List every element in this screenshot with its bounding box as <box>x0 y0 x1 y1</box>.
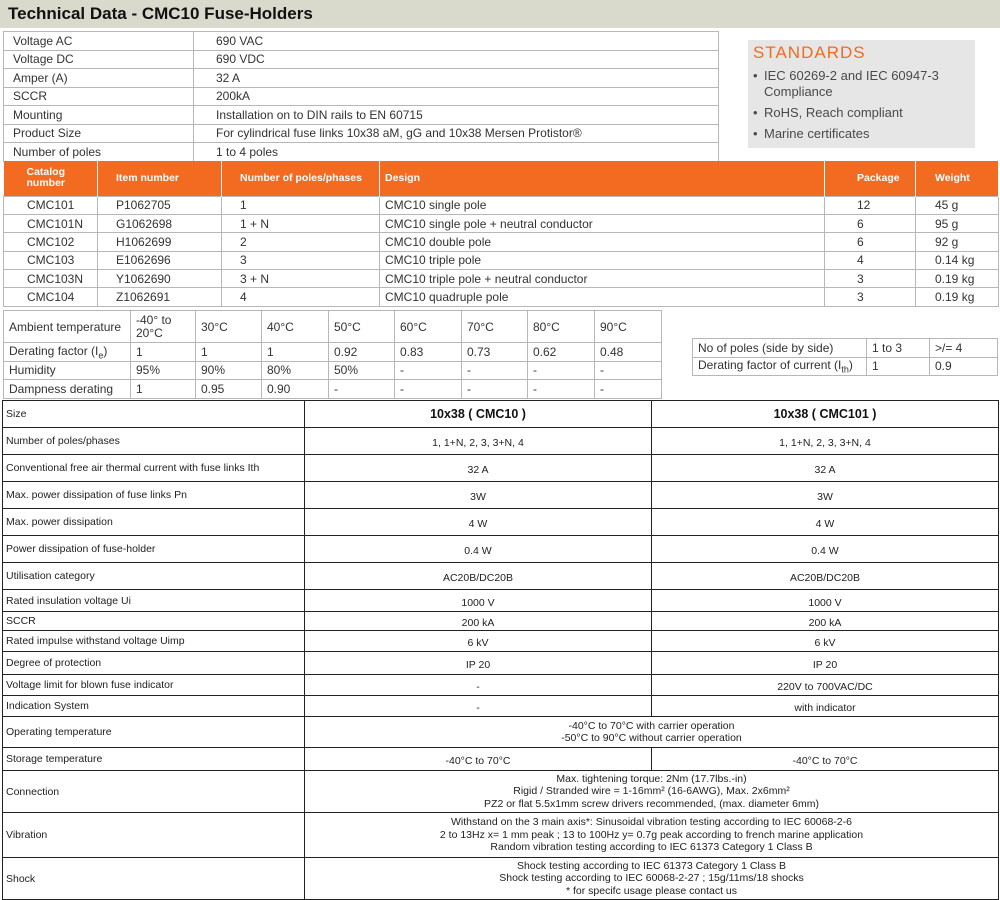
dampness-cell: - <box>528 380 595 399</box>
package-cell: 12 <box>825 196 916 214</box>
standards-title: STANDARDS <box>753 43 866 62</box>
standards-item: • Marine certificates <box>753 126 975 142</box>
col-header-package: Package <box>825 161 916 196</box>
poles-cell: 3 + N <box>222 270 380 288</box>
col-header-catalog-number: Catalog number <box>4 161 98 196</box>
col-header-poles: Number of poles/phases <box>222 161 380 196</box>
tech-label: Rated insulation voltage Ui <box>3 590 305 612</box>
ambient-row <box>4 311 662 343</box>
title-bar <box>0 0 1000 28</box>
ambient-label: Ambient temperature <box>4 311 131 343</box>
vibration-row <box>3 813 999 858</box>
standards-item: • IEC 60269-2 and IEC 60947-3 Compliance <box>753 68 975 100</box>
col-header-weight: Weight <box>916 161 999 196</box>
catalog-number-cell: CMC101N <box>4 214 98 232</box>
size-label: Size <box>3 401 305 428</box>
tech-value-cmc10: IP 20 <box>305 652 652 675</box>
item-number-cell: G1062698 <box>98 214 222 232</box>
derating-factor-cell: 0.92 <box>329 343 395 362</box>
spec-row <box>4 32 719 51</box>
package-cell: 6 <box>825 214 916 232</box>
size-row <box>3 401 999 428</box>
tech-value-cmc101: 6 kV <box>652 631 999 652</box>
catalog-row <box>4 270 999 288</box>
derating-factor-cell: 0.83 <box>395 343 462 362</box>
tech-row <box>3 428 999 455</box>
poles-row <box>693 339 998 358</box>
tech-value-cmc10: 32 A <box>305 455 652 482</box>
dampness-cell: 0.90 <box>262 380 329 399</box>
spec-value: For cylindrical fuse links 10x38 aM, gG and 10x38 Mersen Protistor® <box>194 124 719 143</box>
storage-temperature-row <box>3 748 999 771</box>
tech-label: Max. power dissipation <box>3 509 305 536</box>
tech-row <box>3 675 999 696</box>
humidity-cell: 90% <box>196 361 262 380</box>
vibration-line: 2 to 13Hz x= 1 mm peak ; 13 to 100Hz y= 0.7g peak according to french marine application <box>439 828 864 841</box>
shock-label: Shock <box>3 858 305 900</box>
catalog-number-cell: CMC101 <box>4 196 98 214</box>
catalog-table <box>3 161 999 307</box>
spec-row <box>4 106 719 125</box>
design-cell: CMC10 quadruple pole <box>380 288 825 306</box>
poles-value: >/= 4 <box>930 339 998 358</box>
vibration-value <box>305 813 999 858</box>
tech-value-cmc101: 220V to 700VAC/DC <box>652 675 999 696</box>
weight-cell: 0.19 kg <box>916 288 999 306</box>
poles-cell: 1 <box>222 196 380 214</box>
weight-cell: 95 g <box>916 214 999 232</box>
col-header-item-number: Item number <box>98 161 222 196</box>
standards-box <box>748 40 975 148</box>
ambient-temp-cell: 80°C <box>528 311 595 343</box>
humidity-cell: - <box>528 361 595 380</box>
ambient-temp-cell: 90°C <box>595 311 662 343</box>
catalog-row <box>4 214 999 232</box>
spec-value: Installation on to DIN rails to EN 60715 <box>194 106 719 125</box>
item-number-cell: H1062699 <box>98 233 222 251</box>
tech-label: Conventional free air thermal current with fuse links Ith <box>3 455 305 482</box>
spec-value: 200kA <box>194 87 719 106</box>
storage-temperature-cmc101: -40°C to 70°C <box>652 748 999 771</box>
connection-row <box>3 771 999 813</box>
dampness-cell: - <box>395 380 462 399</box>
design-cell: CMC10 single pole <box>380 196 825 214</box>
connection-line: PZ2 or flat 5.5x1mm screw drivers recommended, (max. diameter 6mm) <box>484 797 819 810</box>
ambient-temp-cell: 70°C <box>462 311 528 343</box>
ambient-temp-cell: 30°C <box>196 311 262 343</box>
spec-row <box>4 124 719 143</box>
tech-row <box>3 509 999 536</box>
weight-cell: 0.19 kg <box>916 270 999 288</box>
spec-row <box>4 69 719 88</box>
tech-value-cmc10: 3W <box>305 482 652 509</box>
spec-label: Product Size <box>4 124 194 143</box>
tech-label: Degree of protection <box>3 652 305 675</box>
tech-value-cmc10: - <box>305 696 652 717</box>
tech-value-cmc10: 0.4 W <box>305 536 652 563</box>
connection-line: Rigid / Stranded wire = 1-16mm² (16-6AWG), Max. 2x6mm² <box>513 785 790 798</box>
connection-line: Max. tightening torque: 2Nm (17.7lbs.-in) <box>556 772 747 785</box>
tech-value-cmc101: AC20B/DC20B <box>652 563 999 590</box>
tech-label: Max. power dissipation of fuse links Pn <box>3 482 305 509</box>
tech-row <box>3 590 999 612</box>
connection-label: Connection <box>3 771 305 813</box>
dampness-label: Dampness derating <box>4 380 131 399</box>
humidity-cell: - <box>462 361 528 380</box>
humidity-cell: 80% <box>262 361 329 380</box>
derating-factor-cell: 0.48 <box>595 343 662 362</box>
tech-value-cmc101: 200 kA <box>652 612 999 631</box>
catalog-row <box>4 251 999 269</box>
weight-cell: 45 g <box>916 196 999 214</box>
vibration-line: Withstand on the 3 main axis*: Sinusoidal vibration testing according to IEC 60068-2-6 <box>451 816 852 829</box>
operating-temperature-row <box>3 717 999 748</box>
poles-derating-table <box>692 338 998 376</box>
tech-value-cmc101: 1000 V <box>652 590 999 612</box>
poles-label: No of poles (side by side) <box>693 339 867 358</box>
item-number-cell: Z1062691 <box>98 288 222 306</box>
derating-factor-row <box>4 343 662 362</box>
spec-table <box>3 31 719 162</box>
tech-row <box>3 482 999 509</box>
standards-item: • RoHS, Reach compliant <box>753 105 975 121</box>
item-number-cell: P1062705 <box>98 196 222 214</box>
package-cell: 6 <box>825 233 916 251</box>
weight-cell: 0.14 kg <box>916 251 999 269</box>
derating-factor-label: Derating factor $(I_e)$ <box>4 343 131 362</box>
spec-row <box>4 143 719 162</box>
design-cell: CMC10 single pole + neutral conductor <box>380 214 825 232</box>
current-factor-value: 0.9 <box>930 357 998 376</box>
catalog-number-cell: CMC103N <box>4 270 98 288</box>
shock-value <box>305 858 999 900</box>
dampness-cell: 0.95 <box>196 380 262 399</box>
operating-temperature-value <box>305 717 999 748</box>
item-number-cell: E1062696 <box>98 251 222 269</box>
shock-row <box>3 858 999 900</box>
vibration-label: Vibration <box>3 813 305 858</box>
weight-cell: 92 g <box>916 233 999 251</box>
humidity-row <box>4 361 662 380</box>
spec-row <box>4 50 719 69</box>
column-header-cmc101: 10x38 ( CMC101 ) <box>652 401 999 428</box>
tech-value-cmc101: 4 W <box>652 509 999 536</box>
design-cell: CMC10 triple pole <box>380 251 825 269</box>
derating-factor-cell: 0.73 <box>462 343 528 362</box>
derating-table <box>3 310 662 399</box>
package-cell: 4 <box>825 251 916 269</box>
tech-value-cmc10: 4 W <box>305 509 652 536</box>
tech-row <box>3 536 999 563</box>
tech-value-cmc101: with indicator <box>652 696 999 717</box>
spec-label: SCCR <box>4 87 194 106</box>
tech-label: SCCR <box>3 612 305 631</box>
derating-factor-cell: 0.62 <box>528 343 595 362</box>
storage-temperature-label: Storage temperature <box>3 748 305 771</box>
tech-label: Indication System <box>3 696 305 717</box>
technical-table <box>2 400 999 900</box>
poles-cell: 3 <box>222 251 380 269</box>
current-factor-row <box>693 357 998 376</box>
tech-row <box>3 652 999 675</box>
poles-cell: 2 <box>222 233 380 251</box>
catalog-number-cell: CMC102 <box>4 233 98 251</box>
item-number-cell: Y1062690 <box>98 270 222 288</box>
tech-row <box>3 455 999 482</box>
dampness-row <box>4 380 662 399</box>
tech-value-cmc10: 1, 1+N, 2, 3, 3+N, 4 <box>305 428 652 455</box>
tech-value-cmc10: 6 kV <box>305 631 652 652</box>
humidity-label: Humidity <box>4 361 131 380</box>
tech-value-cmc101: IP 20 <box>652 652 999 675</box>
catalog-row <box>4 233 999 251</box>
tech-label: Voltage limit for blown fuse indicator <box>3 675 305 696</box>
ambient-temp-cell: -40° to 20°C <box>131 311 196 343</box>
tech-row <box>3 696 999 717</box>
tech-label: Number of poles/phases <box>3 428 305 455</box>
derating-factor-cell: 1 <box>196 343 262 362</box>
spec-label: Mounting <box>4 106 194 125</box>
operating-temperature-label: Operating temperature <box>3 717 305 748</box>
humidity-cell: 50% <box>329 361 395 380</box>
catalog-row <box>4 196 999 214</box>
ambient-temp-cell: 50°C <box>329 311 395 343</box>
page-title: Technical Data - CMC10 Fuse-Holders <box>8 4 313 23</box>
humidity-cell: - <box>595 361 662 380</box>
tech-value-cmc101: 3W <box>652 482 999 509</box>
column-header-cmc10: 10x38 ( CMC10 ) <box>305 401 652 428</box>
shock-line: Shock testing according to IEC 60068-2-27 ; 15g/11ms/18 shocks <box>499 872 804 885</box>
tech-row <box>3 631 999 652</box>
poles-cell: 1 + N <box>222 214 380 232</box>
spec-value: 32 A <box>194 69 719 88</box>
spec-label: Voltage AC <box>4 32 194 51</box>
tech-label: Rated impulse withstand voltage Uimp <box>3 631 305 652</box>
derating-factor-cell: 1 <box>262 343 329 362</box>
tech-value-cmc101: 0.4 W <box>652 536 999 563</box>
spec-value: 1 to 4 poles <box>194 143 719 162</box>
tech-value-cmc10: - <box>305 675 652 696</box>
design-cell: CMC10 triple pole + neutral conductor <box>380 270 825 288</box>
operating-temperature-line: -50°C to 90°C without carrier operation <box>561 732 742 744</box>
tech-label: Power dissipation of fuse-holder <box>3 536 305 563</box>
package-cell: 3 <box>825 270 916 288</box>
package-cell: 3 <box>825 288 916 306</box>
tech-value-cmc10: 1000 V <box>305 590 652 612</box>
tech-value-cmc101: 1, 1+N, 2, 3, 3+N, 4 <box>652 428 999 455</box>
current-factor-label: Derating factor of current $(I_{th})$ <box>693 357 867 376</box>
tech-value-cmc101: 32 A <box>652 455 999 482</box>
shock-line: * for specifc usage please contact us <box>565 884 737 897</box>
dampness-cell: 1 <box>131 380 196 399</box>
tech-value-cmc10: 200 kA <box>305 612 652 631</box>
spec-label: Voltage DC <box>4 50 194 69</box>
spec-row <box>4 87 719 106</box>
tech-label: Utilisation category <box>3 563 305 590</box>
operating-temperature-line: -40°C to 70°C with carrier operation <box>568 719 735 732</box>
ambient-temp-cell: 40°C <box>262 311 329 343</box>
tech-row <box>3 612 999 631</box>
humidity-cell: 95% <box>131 361 196 380</box>
catalog-number-cell: CMC104 <box>4 288 98 306</box>
dampness-cell: - <box>462 380 528 399</box>
spec-value: 690 VAC <box>194 32 719 51</box>
current-factor-value: 1 <box>867 357 930 376</box>
ambient-temp-cell: 60°C <box>395 311 462 343</box>
catalog-header-row <box>4 161 999 196</box>
catalog-row <box>4 288 999 306</box>
connection-value <box>305 771 999 813</box>
tech-value-cmc10: AC20B/DC20B <box>305 563 652 590</box>
humidity-cell: - <box>395 361 462 380</box>
dampness-cell: - <box>595 380 662 399</box>
storage-temperature-cmc10: -40°C to 70°C <box>305 748 652 771</box>
vibration-line: Random vibration testing according to IEC 61373 Category 1 Class B <box>490 841 813 854</box>
spec-label: Amper (A) <box>4 69 194 88</box>
catalog-number-cell: CMC103 <box>4 251 98 269</box>
design-cell: CMC10 double pole <box>380 233 825 251</box>
poles-value: 1 to 3 <box>867 339 930 358</box>
col-header-design: Design <box>380 161 825 196</box>
poles-cell: 4 <box>222 288 380 306</box>
dampness-cell: - <box>329 380 395 399</box>
derating-factor-cell: 1 <box>131 343 196 362</box>
spec-label: Number of poles <box>4 143 194 162</box>
standards-list <box>753 68 975 142</box>
tech-row <box>3 563 999 590</box>
spec-value: 690 VDC <box>194 50 719 69</box>
shock-line: Shock testing according to IEC 61373 Category 1 Class B <box>516 859 787 872</box>
